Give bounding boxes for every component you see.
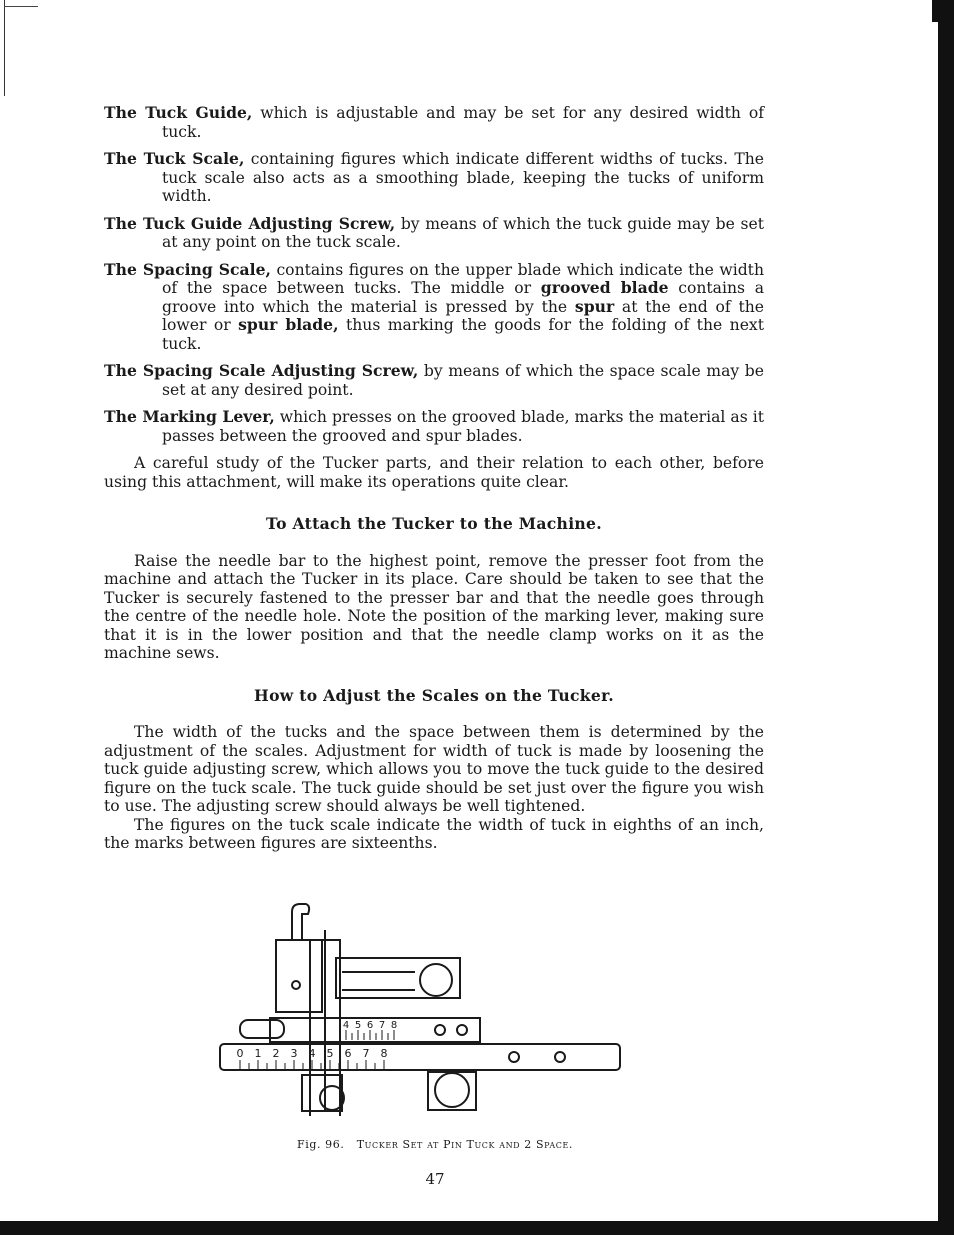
adjust-paragraph-1: The width of the tucks and the space between them is determined by the adjustment of the scales. Adjustment for width of tuck is made by loosening the tuck guide adjusting screw, which allows you to move the tuck guide to the desired figure on the tuck scale. The tuck guide should be set just over the figure you wish to use. The adjusting screw should always be well tightened. xyxy=(104,723,764,815)
clamp-screw-icon xyxy=(292,981,300,989)
upper-scale-ticks xyxy=(343,1020,397,1040)
section-heading-adjust: How to Adjust the Scales on the Tucker. xyxy=(254,685,614,705)
upper-scale-label-6: 6 xyxy=(366,1020,374,1031)
definition-tuck-guide-screw: The Tuck Guide Adjusting Screw, by means of which the tuck guide may be set at any point on the tuck scale. xyxy=(104,213,764,251)
definition-tuck-guide: The Tuck Guide, which is adjustable and may be set for any desired width of tuck. xyxy=(104,103,764,141)
tuck-hole-2 xyxy=(555,1052,565,1062)
page-body xyxy=(104,104,764,853)
tuck-scale-label-6: 6 xyxy=(344,1047,352,1060)
upper-scale-label-5: 5 xyxy=(354,1020,362,1031)
tuck-hole-1 xyxy=(509,1052,519,1062)
definition-spacing-scale-screw: The Spacing Scale Adjusting Screw, by means of which the space scale may be set at any desired point. xyxy=(104,361,764,399)
section-heading-attach: To Attach the Tucker to the Machine. xyxy=(265,514,603,533)
figure-caption: Fig. 96. Tucker Set at Pin Tuck and 2 Space. xyxy=(296,1138,574,1151)
page-number: 47 xyxy=(425,1170,445,1188)
tuck-scale-label-2: 2 xyxy=(272,1047,280,1060)
scan-edge-bottom xyxy=(0,1221,954,1235)
definition-spacing-scale: The Spacing Scale, contains figures on the upper blade which indicate the width of the space between tucks. The middle or grooved blade contains a groove into which the material is pressed by the spur at the end of the lower or spur blade, thus marking the goods for the folding of the next tuck. xyxy=(104,259,764,353)
spacing-hole-1 xyxy=(435,1025,445,1035)
tuck-scale-label-1: 1 xyxy=(254,1047,262,1060)
definition-tuck-scale: The Tuck Scale, containing figures which indicate different widths of tucks. The tuck scale also acts as a smoothing blade, keeping the tucks of uniform width. xyxy=(104,149,764,205)
tuck-scale-label-8: 8 xyxy=(380,1047,388,1060)
spacing-scale-blade xyxy=(270,1018,480,1042)
scan-edge-left xyxy=(4,0,5,96)
presser-bar-clamp xyxy=(276,940,322,1012)
scan-edge-notch xyxy=(932,0,938,22)
upper-scale-label-7: 7 xyxy=(378,1020,386,1031)
spacing-scale-slot xyxy=(240,1020,284,1038)
tuck-guide-hook xyxy=(292,904,309,940)
tuck-scale-label-7: 7 xyxy=(362,1047,370,1060)
adjust-paragraph-2: The figures on the tuck scale indicate the width of tuck in eighths of an inch, the marks between figures are sixteenths. xyxy=(104,815,764,852)
intro-paragraph: A careful study of the Tucker parts, and their relation to each other, before using this attachment, will make its operations quite clear. xyxy=(104,454,764,491)
upper-scale-label-4: 4 xyxy=(342,1020,350,1031)
upper-scale-label-8: 8 xyxy=(390,1020,398,1031)
scan-edge-top xyxy=(4,6,38,7)
attach-paragraph: Raise the needle bar to the highest point, remove the presser foot from the machine and attach the Tucker in its place. Care should be taken to see that the Tucker is securely fastened to the presser bar and that the needle goes through the centre of the needle hole. Note the position of the marking lever, making sure that it is in the lower position and that the needle clamp works on it as the machine sews. xyxy=(104,551,764,662)
tuck-scale-blade xyxy=(220,1044,620,1070)
tuck-scale-label-0: 0 xyxy=(236,1047,244,1060)
tuck-scale-label-5: 5 xyxy=(326,1047,334,1060)
tuck-scale-label-3: 3 xyxy=(290,1047,298,1060)
tuck-scale-label-4: 4 xyxy=(308,1047,316,1060)
spacing-scale-screw-icon xyxy=(435,1073,469,1107)
spacing-hole-2 xyxy=(457,1025,467,1035)
definition-marking-lever: The Marking Lever, which presses on the grooved blade, marks the material as it passes between the grooved and spur blades. xyxy=(104,407,764,445)
tucker-illustration xyxy=(210,900,630,1116)
tuck-guide-screw-icon xyxy=(420,964,452,996)
lower-scale-ticks xyxy=(237,1047,388,1070)
scan-edge-right xyxy=(938,0,954,1235)
